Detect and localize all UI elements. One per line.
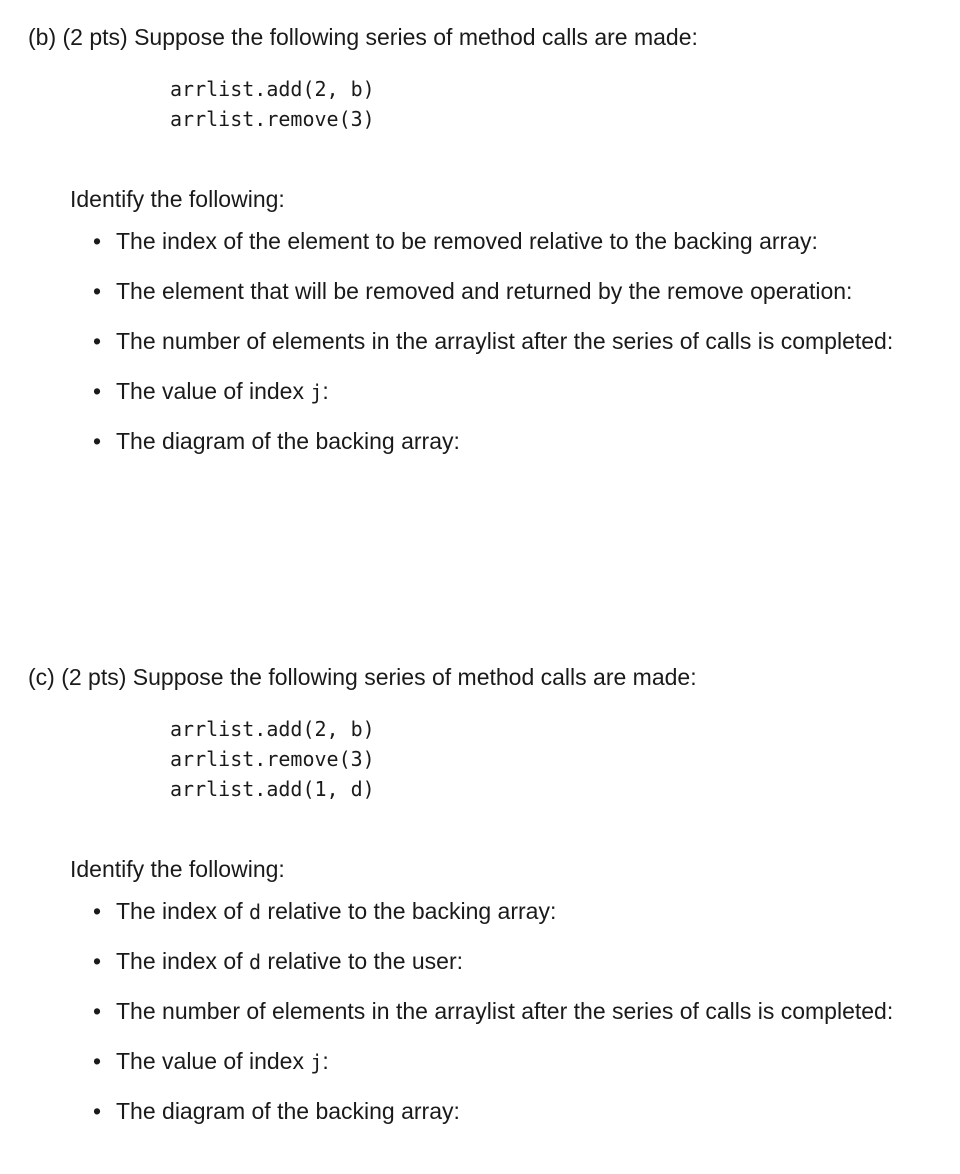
inline-code: j [310, 1050, 323, 1074]
code-line: arrlist.add(2, b) [170, 77, 375, 101]
code-line: arrlist.add(2, b) [170, 717, 375, 741]
bullet-dot-icon: • [93, 328, 102, 354]
bullet-item [90, 1046, 893, 1096]
bullet-dot-icon: • [93, 428, 102, 454]
bullet-dot-icon: • [93, 378, 102, 404]
bullet-dot-icon: • [93, 278, 102, 304]
part-c-prompt: (c) (2 pts) Suppose the following series of method calls are made: [28, 664, 697, 690]
part-b-prompt: (b) (2 pts) Suppose the following series of method calls are made: [28, 24, 698, 50]
bullet-text: The index of [116, 948, 249, 974]
bullet-item [90, 276, 893, 326]
bullet-item [90, 1096, 893, 1146]
bullet-item [90, 896, 893, 946]
bullet-dot-icon: • [93, 1048, 102, 1074]
bullet-dot-icon: • [93, 948, 102, 974]
bullet-text: The diagram of the backing array: [116, 1098, 460, 1124]
bullet-dot-icon: • [93, 898, 102, 924]
bullet-text: The number of elements in the arraylist after the series of calls is completed: [116, 328, 894, 354]
bullet-item [90, 426, 893, 476]
bullet-text: The element that will be removed and returned by the remove operation: [116, 278, 853, 304]
part-c-bullet-list [90, 896, 893, 1146]
bullet-item [90, 946, 893, 996]
bullet-text: The value of index [116, 378, 311, 404]
bullet-item [90, 326, 893, 376]
bullet-text: The index of the element to be removed relative to the backing array: [116, 228, 818, 254]
bullet-text: The number of elements in the arraylist after the series of calls is completed: [116, 998, 894, 1024]
inline-code: d [248, 950, 262, 974]
bullet-text: relative to the user: [261, 948, 464, 974]
code-line: arrlist.remove(3) [170, 747, 375, 771]
bullet-item [90, 996, 893, 1046]
part-b-bullet-list [90, 226, 893, 476]
part-b-identify-label: Identify the following: [70, 186, 285, 212]
bullet-text: The diagram of the backing array: [116, 428, 460, 454]
inline-code: j [310, 380, 323, 404]
bullet-item [90, 376, 893, 426]
code-line: arrlist.add(1, d) [170, 777, 375, 801]
bullet-item [90, 226, 893, 276]
bullet-text: The value of index [116, 1048, 311, 1074]
code-line: arrlist.remove(3) [170, 107, 375, 131]
bullet-dot-icon: • [93, 228, 102, 254]
bullet-text: : [322, 1048, 329, 1074]
part-b-code-block [170, 74, 375, 134]
bullet-dot-icon: • [93, 1098, 102, 1124]
inline-code: d [248, 900, 262, 924]
part-c-identify-label: Identify the following: [70, 856, 285, 882]
bullet-dot-icon: • [93, 998, 102, 1024]
bullet-text: The index of [116, 898, 249, 924]
bullet-text: : [322, 378, 329, 404]
bullet-text: relative to the backing array: [261, 898, 557, 924]
part-c-code-block [170, 714, 375, 804]
